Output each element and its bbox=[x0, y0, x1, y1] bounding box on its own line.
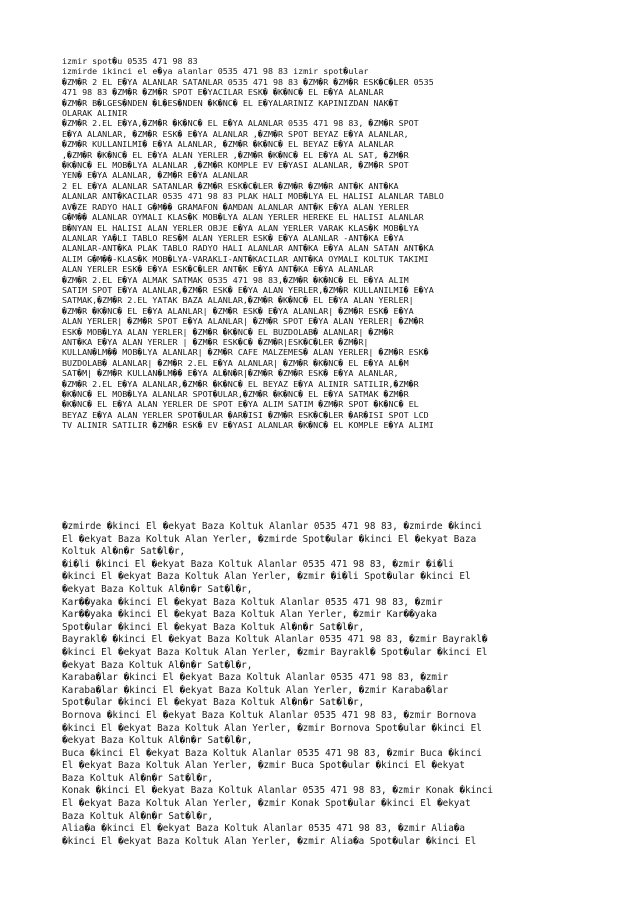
text-line: �kinci El �ekyat Baza Koltuk Alan Yerler, �zmir Alia�a Spot�ular �kinci El bbox=[62, 835, 477, 847]
text-line: Spot�ular �kinci El �ekyat Baza Koltuk Al�n�r Sat�l�r, bbox=[62, 697, 365, 709]
text-line: �i�li �kinci El �ekyat Baza Koltuk Alanlar 0535 471 98 83, �zmir �i�li bbox=[62, 558, 454, 570]
text-line: Koltuk Al�n�r Sat�l�r, bbox=[62, 546, 186, 558]
text-line: G�M�� ALANLAR OYMALI KLAS�K MOB�LYA ALAN YERLER HEREKE EL HALISI ALANLAR bbox=[62, 212, 424, 223]
text-line: Baza Koltuk Al�n�r Sat�l�r, bbox=[62, 810, 214, 822]
text-line: �ekyat Baza Koltuk Al�n�r Sat�l�r, bbox=[62, 583, 253, 595]
text-line: �K�NC� EL E�YA ALAN YERLER DE SPOT E�YA ALIM SATIM �ZM�R SPOT �K�NC� EL bbox=[62, 399, 419, 410]
text-line: �ZM�R 2.EL E�YA ALANLAR,�ZM�R �K�NC� EL BEYAZ E�YA ALINIR SATILIR,�ZM�R bbox=[62, 378, 419, 389]
text-line: Bornova �kinci El �ekyat Baza Koltuk Alanlar 0535 471 98 83, �zmir Bornova bbox=[62, 709, 477, 721]
text-line: El �ekyat Baza Koltuk Alan Yerler, �zmir Buca Spot�ular �kinci El �ekyat bbox=[62, 760, 465, 772]
text-line: ALANLAR YA�LI TABLO RES�M ALAN YERLER ESK� E�YA ALANLAR -ANT�KA E�YA bbox=[62, 232, 404, 243]
text-line: ALANLAR ANT�KACILAR 0535 471 98 83 PLAK HALI MOB�LYA EL HALISI ALANLAR TABLO bbox=[62, 191, 444, 202]
text-line: 471 98 83 �ZM�R �ZM�R SPOT E�YACILAR ESK� �K�NC� EL E�YA ALANLAR bbox=[62, 87, 384, 98]
text-line: izmir spot�u 0535 471 98 83 bbox=[62, 56, 198, 66]
text-line: YEN� E�YA ALANLAR, �ZM�R E�YA ALANLAR bbox=[62, 170, 248, 181]
text-line: ALIM G�M��-KLAS�K MOB�LYA-VARAKLI-ANT�KACILAR ANT�KA OYMALI KOLTUK TAKIMI bbox=[62, 253, 429, 264]
text-line: �kinci El �ekyat Baza Koltuk Alan Yerler, �zmir �i�li Spot�ular �kinci El bbox=[62, 571, 471, 583]
text-line: �ekyat Baza Koltuk Al�n�r Sat�l�r, bbox=[62, 659, 253, 671]
text-line: �ZM�R 2 EL E�YA ALANLAR SATANLAR 0535 471 98 83 �ZM�R �ZM�R ESK�C�LER 0535 bbox=[62, 76, 434, 87]
text-line: BUZDOLAB� ALANLAR| �ZM�R 2.EL E�YA ALANLAR| �ZM�R �K�NC� EL E�YA AL�M bbox=[62, 357, 409, 368]
text-line: �zmirde �kinci El �ekyat Baza Koltuk Alanlar 0535 471 98 83, �zmirde �kinci bbox=[62, 521, 482, 532]
text-line: SAT�M| �ZM�R KULLAN�LM�� E�YA AL�N�R|�ZM�R �ZM�R ESK� E�YA ALANLAR, bbox=[62, 368, 399, 379]
text-line: �ZM�R KULLANILMI� E�YA ALANLAR, �ZM�R �K�NC� EL BEYAZ E�YA ALANLAR bbox=[62, 139, 394, 150]
text-line: ALAN YERLER| �ZM�R SPOT E�YA ALANLAR| �ZM�R SPOT E�YA ALAN YERLER| �ZM�R bbox=[62, 316, 424, 327]
text-line: ESK� MOB�LYA ALAN YERLER| �ZM�R �K�NC� EL BUZDOLAB� ALANLAR| �ZM�R bbox=[62, 326, 394, 337]
text-line: Baza Koltuk Al�n�r Sat�l�r, bbox=[62, 772, 214, 784]
text-line: Spot�ular �kinci El �ekyat Baza Koltuk Al�n�r Sat�l�r, bbox=[62, 621, 365, 633]
text-line: Karaba�lar �kinci El �ekyat Baza Koltuk Alan Yerler, �zmir Karaba�lar bbox=[62, 684, 449, 696]
listing-text-top bbox=[62, 56, 582, 431]
text-line: ALAN YERLER ESK� E�YA ESK�C�LER ANT�K E�YA ANT�KA E�YA ALANLAR bbox=[62, 264, 374, 275]
text-line: ALANLAR-ANT�KA PLAK TABLO RADYO HALI ALANLAR ANT�KA E�YA ALAN SATAN ANT�KA bbox=[62, 243, 434, 254]
text-line: AV�ZE RADYO HALI G�M�� GRAMAFON �AMDAN ALANLAR ANT�K E�YA ALAN YERLER bbox=[62, 201, 409, 212]
text-line: E�YA ALANLAR, �ZM�R ESK� E�YA ALANLAR ,�ZM�R SPOT BEYAZ E�YA ALANLAR, bbox=[62, 128, 409, 139]
text-line: SATIM SPOT E�YA ALANLAR,�ZM�R ESK� E�YA ALAN YERLER,�ZM�R KULLANILMI� E�YA bbox=[62, 284, 434, 295]
text-line: �ekyat Baza Koltuk Al�n�r Sat�l�r, bbox=[62, 735, 253, 747]
text-line: �kinci El �ekyat Baza Koltuk Alan Yerler, �zmir Bayrakl� Spot�ular �kinci El bbox=[62, 646, 488, 658]
text-line: Karaba�lar �kinci El �ekyat Baza Koltuk Alanlar 0535 471 98 83, �zmir bbox=[62, 672, 449, 684]
text-line: B�NYAN EL HALISI ALAN YERLER OBJE E�YA ALAN YERLER VARAK KLAS�K MOB�LYA bbox=[62, 222, 419, 233]
text-line: El �ekyat Baza Koltuk Alan Yerler, �zmirde Spot�ular �kinci El �ekyat Baza bbox=[62, 533, 477, 545]
text-line: �ZM�R �K�NC� EL E�YA ALANLAR| �ZM�R ESK� E�YA ALANLAR| �ZM�R ESK� E�YA bbox=[62, 305, 414, 316]
text-line: El �ekyat Baza Koltuk Alan Yerler, �zmir Konak Spot�ular �kinci El �ekyat bbox=[62, 798, 471, 810]
text-line: �kinci El �ekyat Baza Koltuk Alan Yerler, �zmir Bornova Spot�ular �kinci El bbox=[62, 722, 482, 734]
text-line: BEYAZ E�YA ALAN YERLER SPOT�ULAR �AR�ISI �ZM�R ESK�C�LER �AR�ISI SPOT LCD bbox=[62, 409, 429, 420]
listing-text-bottom bbox=[62, 521, 582, 848]
text-line: Buca �kinci El �ekyat Baza Koltuk Alanlar 0535 471 98 83, �zmir Buca �kinci bbox=[62, 747, 482, 759]
text-line: ANT�KA E�YA ALAN YERLER | �ZM�R ESK�C� �ZM�R|ESK�C�LER �ZM�R| bbox=[62, 336, 369, 347]
text-line: �K�NC� EL MOB�LYA ALANLAR ,�ZM�R KOMPLE EV E�YASI ALANLAR, �ZM�R SPOT bbox=[62, 160, 409, 171]
text-line: �ZM�R B�LGES�NDEN �L�ES�NDEN �K�NC� EL E�YALARINIZ KAPINIZDAN NAK�T bbox=[62, 97, 399, 108]
text-line: �K�NC� EL MOB�LYA ALANLAR SPOT�ULAR,�ZM�R �K�NC� EL E�YA SATMAK �ZM�R bbox=[62, 389, 409, 399]
text-line: TV ALINIR SATILIR �ZM�R ESK� EV E�YASI ALANLAR �K�NC� EL KOMPLE E�YA ALIMI bbox=[62, 420, 434, 431]
text-line: ,�ZM�R �K�NC� EL E�YA ALAN YERLER ,�ZM�R �K�NC� EL E�YA AL SAT, �ZM�R bbox=[62, 149, 409, 160]
text-line: KULLAN�LM�� MOB�LYA ALANLAR| �ZM�R CAFE MALZEMES� ALAN YERLER| �ZM�R ESK� bbox=[62, 347, 429, 358]
text-line: Kar��yaka �kinci El �ekyat Baza Koltuk Alan Yerler, �zmir Kar��yaka bbox=[62, 609, 438, 621]
text-line: OLARAK ALINIR bbox=[62, 108, 128, 119]
text-line: izmirde ikinci el e�ya alanlar 0535 471 98 83 izmir spot�ular bbox=[62, 66, 369, 77]
text-line: �ZM�R 2.EL E�YA ALMAK SATMAK 0535 471 98 83,�ZM�R �K�NC� EL E�YA ALIM bbox=[62, 274, 409, 285]
text-line: �ZM�R 2.EL E�YA,�ZM�R �K�NC� EL E�YA ALANLAR 0535 471 98 83, �ZM�R SPOT bbox=[62, 118, 419, 129]
text-line: SATMAK,�ZM�R 2.EL YATAK BAZA ALANLAR,�ZM�R �K�NC� EL E�YA ALAN YERLER| bbox=[62, 295, 414, 306]
text-line: Konak �kinci El �ekyat Baza Koltuk Alanlar 0535 471 98 83, �zmir Konak �kinci bbox=[62, 785, 493, 797]
text-line: 2 EL E�YA ALANLAR SATANLAR �ZM�R ESK�C�LER �ZM�R �ZM�R ANT�K ANT�KA bbox=[62, 180, 399, 191]
text-line: Kar��yaka �kinci El �ekyat Baza Koltuk Alanlar 0535 471 98 83, �zmir bbox=[62, 596, 443, 608]
text-line: Alia�a �kinci El �ekyat Baza Koltuk Alanlar 0535 471 98 83, �zmir Alia�a bbox=[62, 823, 465, 835]
text-line: Bayrakl� �kinci El �ekyat Baza Koltuk Alanlar 0535 471 98 83, �zmir Bayrakl� bbox=[62, 634, 488, 646]
